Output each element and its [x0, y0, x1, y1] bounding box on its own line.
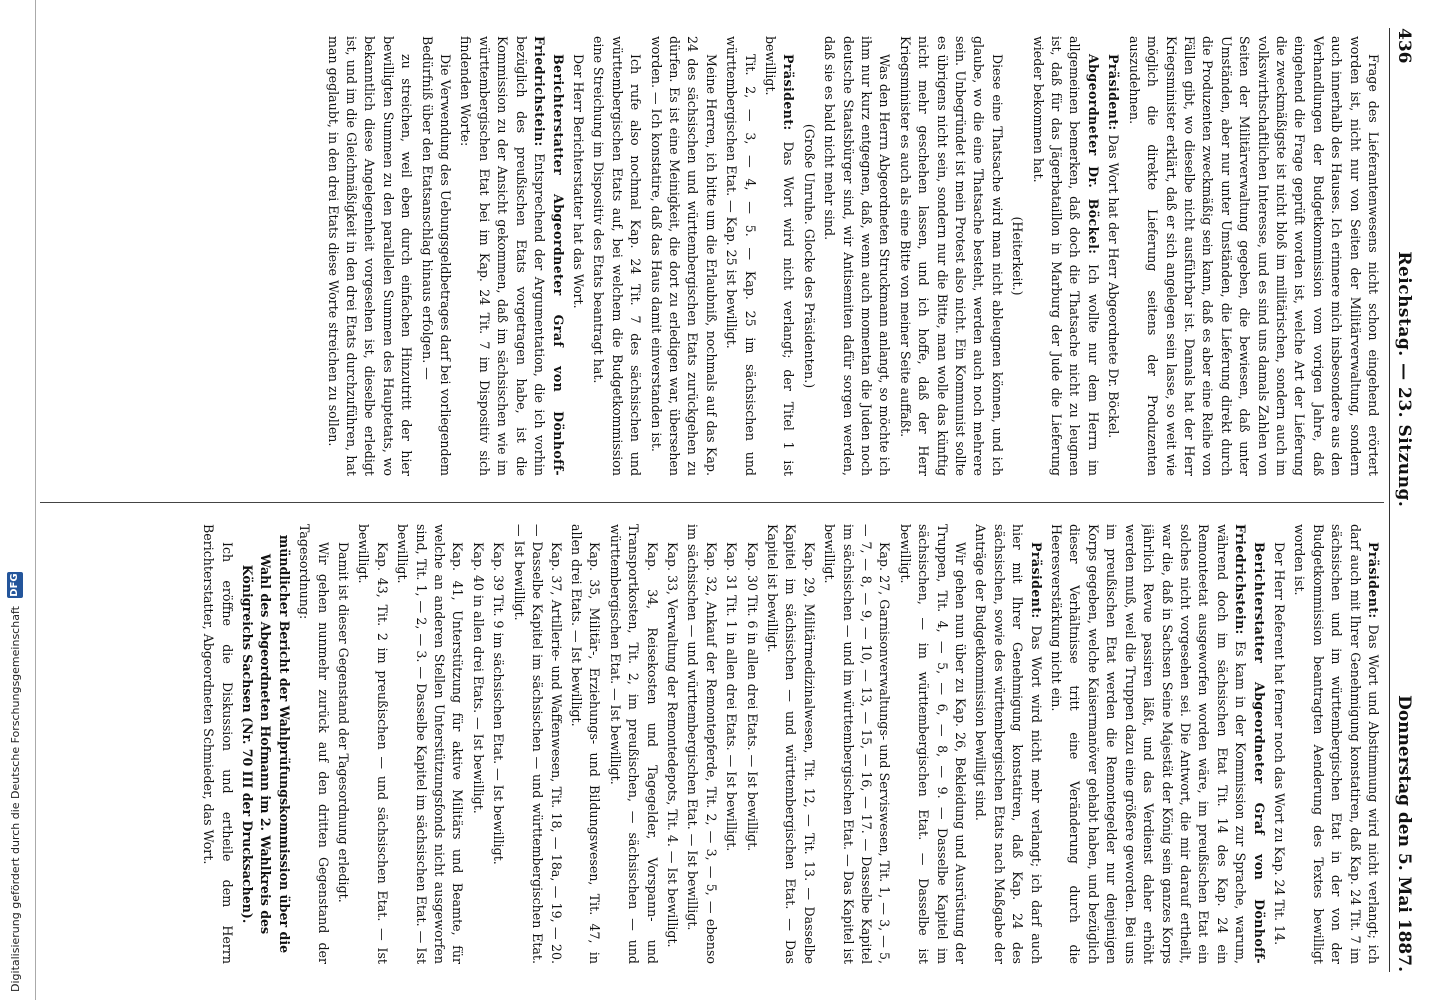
- body-paragraph: Kap. 35, Militär-, Erziehungs- und Bildungswesen, Tit. 47, in allen drei Etats. — Ist bewilligt.: [568, 524, 603, 964]
- speaker-name: Präsident:: [1028, 542, 1044, 619]
- body-paragraph: Tit. 2, — 3, — 4, — 5. — Kap. 25 im sächsischen und württembergischen Etat. — Kap. 25 ist bewilligt.: [724, 36, 758, 476]
- stage-direction: (Heiterkeit.): [1010, 216, 1026, 296]
- speech-paragraph: [1047, 524, 1268, 964]
- body-paragraph: Der Herr Berichterstatter hat das Wort.: [570, 54, 586, 309]
- body-paragraph: Ich eröffne die Diskussion und ertheile dem Herrn Berichterstatter, Abgeordneten Schmieder, das Wort.: [201, 524, 235, 964]
- speech-paragraph: [1104, 36, 1122, 476]
- speech-paragraph: [971, 524, 1045, 964]
- speech-text: Ich wollte nur dem Herrn im allgemeinen bemerken, daß doch die Thatsache nicht zu leugnen ist, daß für das Jägerbataillon in Marburg der Jude die Lieferung wieder bekommen hat.: [1030, 36, 1101, 476]
- speech-text: Entsprechend der Argumentation, die ich vorhin bezüglich des preußischen Etats vorgetragen habe, ist die Kommission zu der Ansicht gekommen, daß im sächsischen wie im württembergischen Etat bei im Kap. 24 Tit. 7 im Dispositiv sich findenden Worte:: [458, 36, 548, 476]
- speech-paragraph: [1290, 524, 1382, 964]
- body-paragraph: Kap. 40 in allen drei Etats. — Ist bewilligt.: [470, 542, 486, 814]
- speech-paragraph: [761, 36, 798, 476]
- body-paragraph: Wir gehen nunmehr zurück auf den dritten Gegenstand der Tagesordnung:: [297, 524, 331, 964]
- body-paragraph: Wir gehen nun über zu Kap. 26, Bekleidung und Ausrüstung der Truppen, Tit. 4, — 5, — 6, — 8, — 9. — Dasselbe Kapitel im sächsischen, — im württembergischen Etat. — Dasselbe ist bewilligt.: [897, 524, 969, 964]
- dfg-logo-icon: DFG: [7, 572, 23, 598]
- right-column: [42, 524, 1382, 964]
- body-paragraph: Kap. 43, Tit. 2 im preußischen — und sächsischen Etat. — Ist bewilligt.: [356, 524, 390, 964]
- column-divider: [40, 502, 1384, 503]
- body-paragraph: Damit ist dieser Gegenstand der Tagesordnung erledigt.: [336, 542, 352, 903]
- body-paragraph: Frage des Lieferantenwesens nicht schon eingehend erörtert worden ist, nicht nur von Seiten der Militärverwaltung, sondern auch innerhalb des Hauses. Ich erinnere mich insbesondere aus den Verhandlungen der Budgetkommission vom vorigen Jahre, daß eingehend die Frage geprüft worden ist, welche Art der Lieferung die zweckmäßigste ist nicht bloß im militärischen, sondern auch im volkswirthschaftlichen Interesse, und es sind uns damals Zahlen von Seiten der Militärverwaltung gegeben, die bewiesen, daß unter Umständen, aber nur unter Umständen, die Lieferung direkt durch die Produzenten zweckmäßig sein kann, daß es aber eine Reihe von Fällen gibt, wo dieselbe nicht ausführbar ist. Damals hat der Herr Kriegsminister erklärt, daß er sich angelegen sein lasse, so weit wie möglich die direkte Lieferung seitens der Produzenten auszudehnen.: [1126, 36, 1381, 476]
- body-paragraph: Was den Herrn Abgeordneten Struckmann anlangt, so möchte ich ihm nur kurz entgegnen, daß, wenn auch momentan die Juden noch deutsche Staatsbürger sind, wir Antisemiten dafür sorgen werden, daß sie es bald nicht mehr sind.: [822, 36, 893, 476]
- body-paragraph: Kap. 27, Garnisonverwaltungs- und Serviswesen, Tit. 1, — 3, — 5, — 7, — 8, — 9, — 10, — 13, — 15, — 16, — 17. — Dasselbe Kapitel im sächsischen — und im württembergischen Etat. — Das Kapitel ist bewilligt.: [822, 524, 893, 964]
- footer-strip: [0, 0, 28, 1000]
- body-paragraph: Kap. 29, Militärmedizinalwesen, Tit. 12, — Tit. 13. — Dasselbe Kapitel im sächsischen — und württembergischen Etat. — Das Kapitel ist bewilligt.: [765, 524, 817, 964]
- body-paragraph: Kap. 41, Unterstützung für aktive Militärs und Beamte, für welche an anderen Stellen Unterstützungsfonds nicht ausgeworfen sind, Tit. 1, — 2, — 3. — Dasselbe Kapitel im sächsischen Etat. — Ist bewilligt.: [395, 524, 466, 964]
- speech-paragraph: [456, 36, 566, 476]
- body-paragraph: Kap. 33, Verwaltung der Remontedepots, Tit. 4. — Ist bewilligt.: [664, 542, 680, 948]
- speaker-name: Abgeordneter Dr. Böckel:: [1085, 54, 1101, 255]
- body-paragraph: Diese eine Thatsache wird man nicht ableugnen können, und ich glaube, wo die eine Thatsache besteht, werden auch noch mehrere sein. Unbegründet ist mein Protest also nicht. Ein Kommunist sollte es übrigens nicht sein, sondern nur die Bitte, man wolle das künftig nicht mehr geschehen lassen, und ich hoffe, daß der Herr Kriegsminister es auch als eine Bitte von meiner Seite auffaßt.: [897, 36, 1005, 476]
- speaker-name: Präsident:: [781, 54, 797, 131]
- speaker-name: Berichterstatter Abgeordneter Graf von Dönhoff-Friedrichstein:: [532, 36, 566, 476]
- header-date: Donnerstag den 5. Mai 1887.: [1394, 695, 1414, 972]
- speaker-name: Präsident:: [1106, 54, 1122, 131]
- footer-credit-text: Digitalisierung gefördert durch die Deutsche Forschungsgemeinschaft: [8, 606, 22, 992]
- body-paragraph: Meine Herren, ich bitte um die Erlaubniß, nochmals auf das Kap. 24 des sächsischen und württembergischen Etats zurückgehen zu dürfen. Es ist eine Meinigkeit, die dort zu erledigen war, übersehen worden. — Ich konstatire, daß das Haus damit einverstanden ist.: [648, 36, 719, 476]
- body-paragraph: Kap. 30 Tit. 6 in allen drei Etats. — Ist bewilligt.: [744, 542, 760, 852]
- body-paragraph: zu streichen, weil eben durch einfachen Hinzutritt der hier bewilligten Summen zu den parallelen Summen des Hauptetats, wo bekanntlich diese Angelegenheit vorgesehen ist, dieselbe erledigt ist, und im die Gleichmäßigkeit in den drei Etats durchzuführen, hat man geglaubt, in den drei Etats diese Worte streichen zu sollen.: [325, 36, 415, 476]
- speech-text: Das Wort und Abstimmung wird nicht verlangt; ich darf auch mit Ihrer Genehmigung konstatiren, daß Kap. 24 Tit. 7 im sächsischen und im württembergischen Etat in der von der Budgetkommission beantragten Aenderung des Textes bewilligt worden ist.: [1292, 524, 1381, 964]
- stage-direction: (Große Unruhe. Glocke des Präsidenten.): [801, 123, 817, 389]
- body-paragraph: Die Verwendung des Uebungsgeldbetrages darf bei vorliegendem Bedürfniß über den Etatsanschlag hinaus erfolgen. —: [419, 36, 454, 476]
- digitization-footer: [4, 572, 26, 992]
- body-paragraph: Der Herr Referent hat ferner noch das Wort zu Kap. 24 Tit. 14.: [1271, 542, 1287, 946]
- speech-text: Das Wort wird nicht mehr verlangt; ich darf auch hier mit Ihrer Genehmigung konstatiren, daß Kap. 24 des sächsischen, sowie des württembergischen Etats nach Maßgabe der Anträge der Budgetkommission bewilligt sind.: [973, 524, 1044, 964]
- page-number: 436: [1394, 28, 1414, 64]
- speech-text: Das Wort hat der Herr Abgeordnete Dr. Böckel.: [1106, 134, 1122, 439]
- page-bottom-rule: [35, 0, 36, 1000]
- speaker-name: Berichterstatter Abgeordneter Graf von Dönhoff-Friedrichstein:: [1233, 524, 1267, 964]
- page-header: [1389, 28, 1418, 972]
- agenda-heading: mündlicher Bericht der Wahlprüfungskommission über die Wahl des Abgeordneten Hofmann im 2. Wahlkreis des Königreichs Sachsen (Nr. 70 III der Drucksachen).: [240, 534, 292, 954]
- speaker-name: Präsident:: [1366, 542, 1381, 619]
- body-paragraph: Ich rufe also nochmal Kap. 24 Tit. 7 des sächsischen und württembergischen Etats auf, bei welchem die Budgetkommission eine Streichung im Dispositiv des Etats beantragt hat.: [591, 36, 644, 476]
- header-title: Reichstag. — 23. Sitzung.: [1394, 251, 1414, 508]
- body-paragraph: Kap. 31 Tit. 1 in allen drei Etats. — Ist bewilligt.: [724, 542, 740, 852]
- speech-text: Das Wort wird nicht verlangt; der Titel 1 ist bewilligt.: [763, 36, 797, 476]
- body-paragraph: Kap. 37, Artillerie- und Waffenwesen, Tit. 18, — 18a, — 19, — 20. — Dasselbe Kapitel im sächsischen — und württembergischen Etat. — Ist bewilligt.: [511, 524, 564, 964]
- body-paragraph: Kap. 39 Tit. 9 im sächsischen Etat. — Ist bewilligt.: [491, 542, 507, 865]
- speech-paragraph: [1028, 36, 1102, 476]
- body-paragraph: Kap. 32, Ankauf der Remontepferde, Tit. 2, — 3, — 5, — ebenso im sächsischen — und württembergischen Etat. — Ist bewilligt.: [685, 524, 719, 964]
- speech-text: Es kam in der Kommission zur Sprache, warum, während doch im sächsischen Etat Tit. 14 des Kap. 24 ein Remonteetat ausgeworfen worden wäre, im preußischen Etat ein solches nicht vorgesehen sei. Die Antwort, die mir darauf ertheilt, war die, daß in Sachsen Seine Majestät der König sein ganzes Korps jährlich Revue passiren läßt, und das Verdienst daher erhöht werden muß, weil die Truppen dazu eine größere geworden. Bei uns im preußischen Etat werden die Remontegelder nur denjenigen Korps gegeben, welche Kaisermanöver gehabt haben, und bezüglich dieser Verhältnisse tritt eine Veränderung durch die Heeresverstärkung nicht ein.: [1049, 524, 1249, 964]
- body-paragraph: Kap. 34, Reisekosten und Tagegelder, Vorspann- und Transportkosten, Tit. 2, im preußischen, — sächsischen — und württembergischen Etat. — Ist bewilligt.: [607, 524, 660, 964]
- left-column: [42, 36, 1382, 476]
